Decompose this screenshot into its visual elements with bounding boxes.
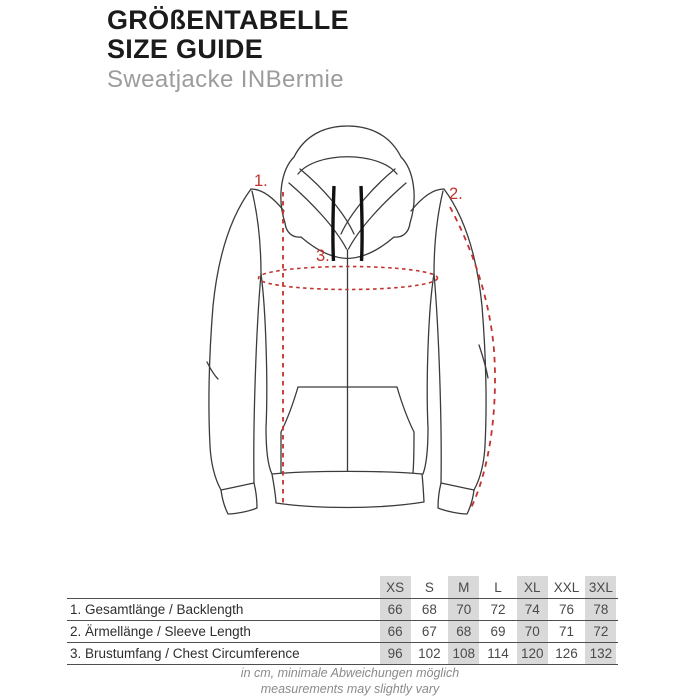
- size-table: [67, 576, 618, 665]
- shoulder-right: [411, 189, 444, 274]
- cell-value: 67: [412, 621, 446, 643]
- cell-value: 114: [481, 643, 515, 665]
- cell-value: 120: [515, 643, 549, 665]
- cell-value: 102: [412, 643, 446, 665]
- row-label: 2. Ärmellänge / Sleeve Length: [67, 621, 378, 643]
- size-header-s: S: [412, 576, 446, 599]
- cell-value: 74: [515, 599, 549, 621]
- table-row-sleeve: [67, 621, 618, 643]
- size-header-xs: XS: [378, 576, 412, 599]
- hood-outline: [281, 126, 414, 259]
- size-header-m: M: [447, 576, 481, 599]
- hood-opening-top: [298, 157, 397, 174]
- hem-band: [272, 471, 424, 507]
- cell-value: 78: [584, 599, 618, 621]
- empty-header-cell: [67, 576, 378, 599]
- body-side-right: [423, 274, 434, 474]
- table-row-backlength: [67, 599, 618, 621]
- cell-value: 68: [447, 621, 481, 643]
- cell-value: 132: [584, 643, 618, 665]
- drawstring-right: [361, 186, 362, 261]
- page-title-en: SIZE GUIDE: [107, 34, 264, 64]
- cell-value: 96: [378, 643, 412, 665]
- cell-value: 72: [481, 599, 515, 621]
- size-header-xxl: XXL: [549, 576, 583, 599]
- size-header-l: L: [481, 576, 515, 599]
- cell-value: 69: [481, 621, 515, 643]
- cell-value: 66: [378, 599, 412, 621]
- footnote-de: in cm, minimale Abweichungen möglich: [240, 666, 460, 680]
- row-label: 1. Gesamtlänge / Backlength: [67, 599, 378, 621]
- cell-value: 72: [584, 621, 618, 643]
- header: [107, 6, 349, 93]
- cell-value: 66: [378, 621, 412, 643]
- size-header-3xl: 3XL: [584, 576, 618, 599]
- cell-value: 126: [549, 643, 583, 665]
- measure-label-1: 1.: [254, 172, 268, 190]
- cell-value: 108: [447, 643, 481, 665]
- table-row-chest: [67, 643, 618, 665]
- measure-label-2: 2.: [449, 185, 463, 203]
- sleeve-right: [434, 189, 486, 490]
- body-side-left: [261, 274, 272, 474]
- cell-value: 68: [412, 599, 446, 621]
- drawstring-left: [333, 186, 334, 261]
- shoulder-left: [251, 189, 284, 274]
- footnote: [0, 665, 700, 697]
- product-name: Sweatjacke INBermie: [107, 66, 345, 93]
- cuff-left: [221, 483, 257, 514]
- sleeve-left: [209, 189, 261, 490]
- cell-value: 70: [515, 621, 549, 643]
- footnote-en: measurements may slightly vary: [260, 682, 440, 696]
- size-header-xl: XL: [515, 576, 549, 599]
- cell-value: 71: [549, 621, 583, 643]
- measure-label-3: 3.: [316, 247, 330, 265]
- size-header-row: [67, 576, 618, 599]
- cuff-right: [438, 483, 474, 514]
- cell-value: 76: [549, 599, 583, 621]
- page-title-de: GRÖßENTABELLE: [107, 5, 349, 35]
- cell-value: 70: [447, 599, 481, 621]
- jacket-diagram: [180, 100, 520, 550]
- row-label: 3. Brustumfang / Chest Circumference: [67, 643, 378, 665]
